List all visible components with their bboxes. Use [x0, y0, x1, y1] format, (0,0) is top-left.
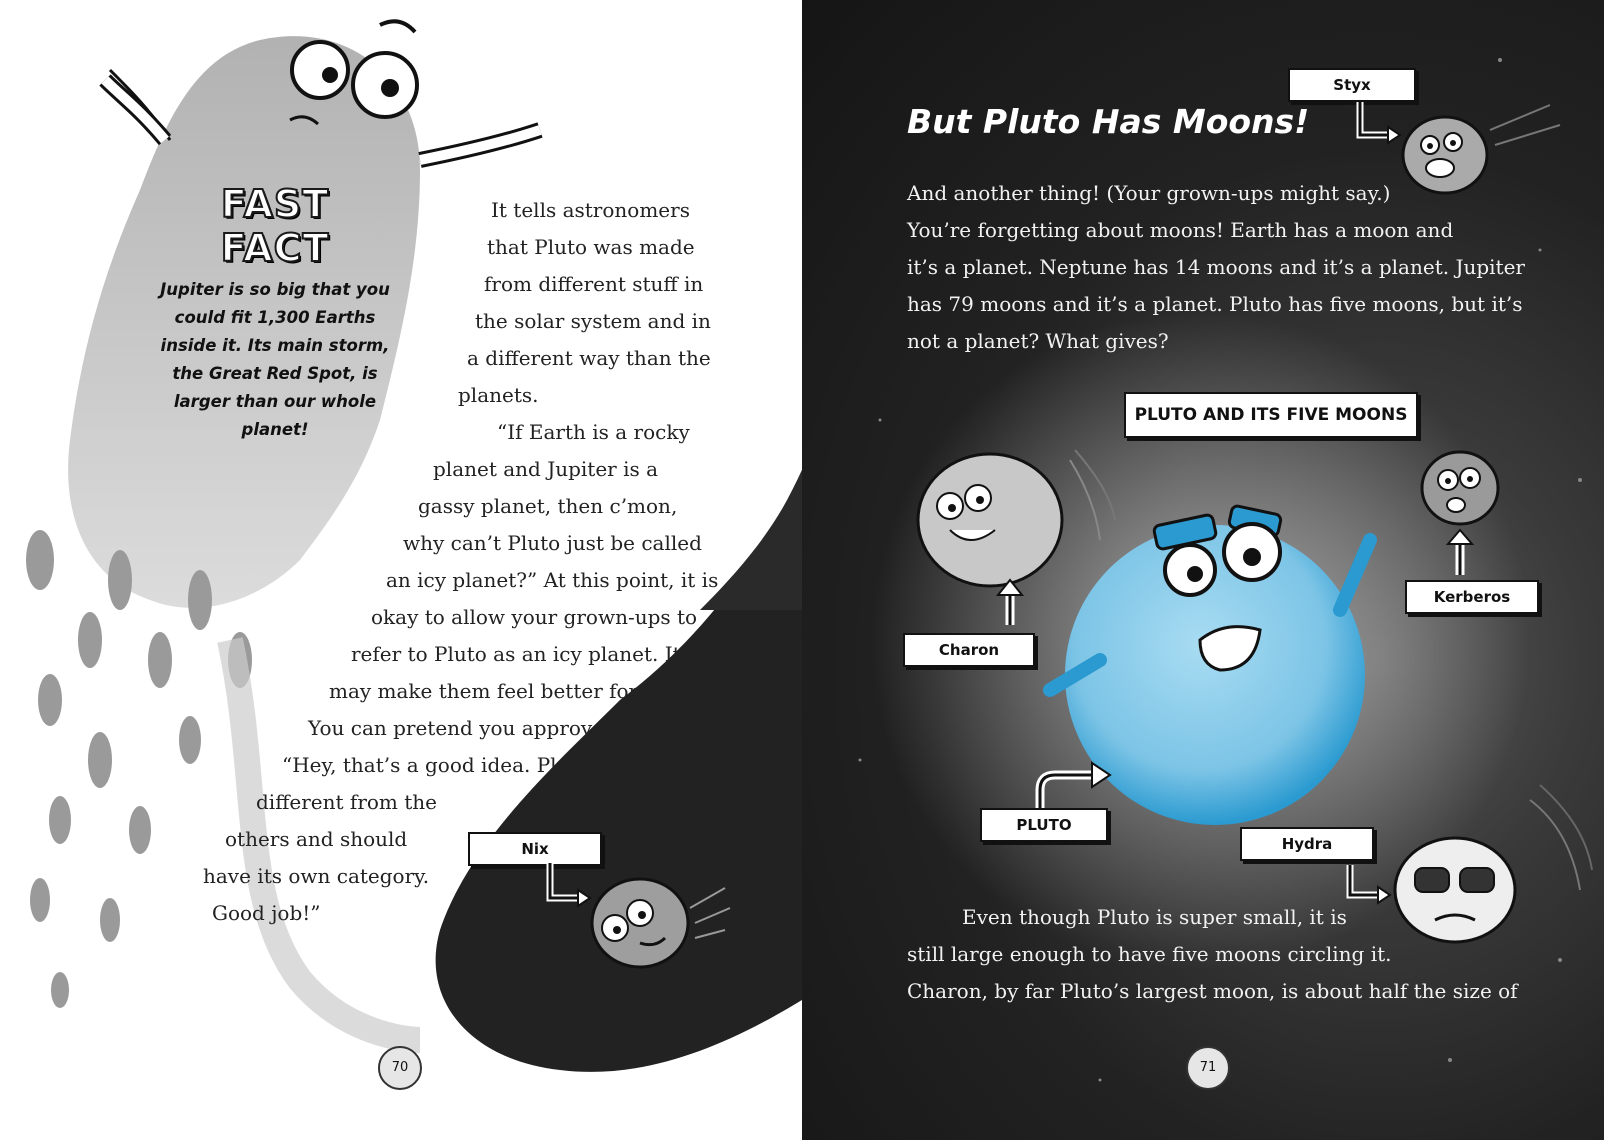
fast-fact-text: Jupiter is so big that you could fit 1,300 Earths inside it. Its main storm, the Great Red Spot, is larger than our whole planet!: [160, 280, 390, 439]
label-pluto: PLUTO: [980, 808, 1108, 842]
body-line: You can pretend you approve by saying,: [308, 716, 713, 740]
body-line: others and should: [225, 827, 408, 851]
body-line: “If Earth is a rocky: [497, 420, 690, 444]
styx-moon-illustration: [1350, 100, 1600, 210]
closing-line: Charon, by far Pluto’s largest moon, is about half the size of: [907, 979, 1518, 1003]
body-line: okay to allow your grown-ups to: [371, 605, 698, 629]
body-line: planets.: [458, 383, 539, 407]
body-line: Good job!”: [212, 901, 321, 925]
body-line: that Pluto was made: [487, 235, 695, 259]
fast-fact-title: FAST FACT: [220, 182, 330, 270]
kerberos-moon-illustration: [1390, 440, 1530, 590]
page-number-right: [1186, 1046, 1230, 1090]
diagram-title: PLUTO AND ITS FIVE MOONS: [1124, 392, 1418, 438]
body-line: why can’t Pluto just be called: [403, 531, 702, 555]
body-line: It tells astronomers: [491, 198, 690, 222]
body-line: planet and Jupiter is a: [433, 457, 659, 481]
page-heading: But Pluto Has Moons!: [907, 102, 1310, 141]
page-number-70: 70: [391, 1060, 409, 1075]
page-number-left: [378, 1046, 422, 1090]
body-line: a different way than the: [467, 346, 711, 370]
nix-moon-illustration: [540, 858, 740, 978]
body-line: may make them feel better for now.: [329, 679, 691, 703]
intro-line: not a planet? What gives?: [907, 329, 1169, 353]
body-line: the solar system and in: [475, 309, 711, 333]
fast-fact-box: [160, 182, 390, 444]
page-number-71: 71: [1199, 1060, 1217, 1075]
body-line: from different stuff in: [484, 272, 704, 296]
intro-line: You’re forgetting about moons! Earth has a moon and: [907, 218, 1454, 242]
body-line: gassy planet, then c’mon,: [418, 494, 678, 518]
closing-line: Even though Pluto is super small, it is: [962, 905, 1347, 929]
body-line: an icy planet?” At this point, it is: [386, 568, 719, 592]
body-line: “Hey, that’s a good idea. Pluto is really: [282, 753, 677, 777]
closing-line: still large enough to have five moons circling it.: [907, 942, 1392, 966]
label-styx: Styx: [1288, 68, 1416, 102]
intro-line: And another thing! (Your grown-ups might say.): [907, 181, 1391, 205]
hydra-moon-illustration: [1340, 770, 1600, 950]
intro-line: it’s a planet. Neptune has 14 moons and it’s a planet. Jupiter: [907, 255, 1525, 279]
body-line: have its own category.: [203, 864, 430, 888]
label-nix: Nix: [468, 832, 602, 866]
label-hydra: Hydra: [1240, 827, 1374, 861]
label-charon: Charon: [903, 633, 1035, 667]
body-line: refer to Pluto as an icy planet. It: [351, 642, 681, 666]
body-line: different from the: [256, 790, 437, 814]
intro-line: has 79 moons and it’s a planet. Pluto has five moons, but it’s: [907, 292, 1523, 316]
label-kerberos: Kerberos: [1405, 580, 1539, 614]
